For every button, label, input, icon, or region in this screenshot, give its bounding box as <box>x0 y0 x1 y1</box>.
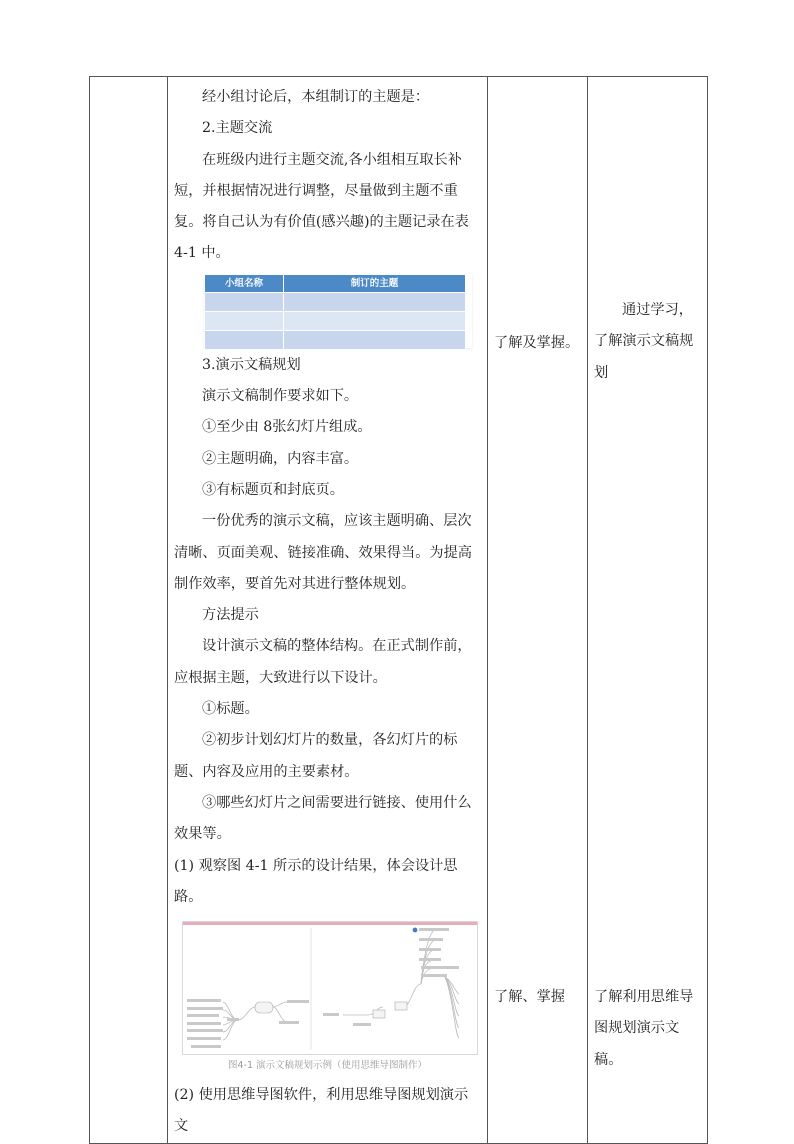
table-row <box>205 292 466 311</box>
heading-topic-exchange: 2.主题交流 <box>202 120 273 137</box>
design-item-2: ②初步计划幻灯片的数量，各幻灯片的标题、内容及应用的主要素材。 <box>174 732 458 780</box>
table-row <box>205 330 466 349</box>
heading-planning: 3.演示文稿规划 <box>202 356 301 373</box>
paragraph-design: 设计演示文稿的整体结构。在正式制作前，应根据主题，大致进行以下设计。 <box>174 638 472 686</box>
activity-content-cell <box>168 77 488 1144</box>
paragraph-discussion: 经小组讨论后，本组制订的主题是： <box>202 89 430 105</box>
requirement-item-3: ③有标题页和封底页。 <box>202 481 344 498</box>
figure-caption: 图4-1 演示文稿规划示例（使用思维导图制作） <box>227 1060 428 1072</box>
step-2: (2) 使用思维导图软件，利用思维导图规划演示文 <box>174 1087 469 1135</box>
intent-bottom: 了解利用思维导图规划演示文稿。 <box>594 989 694 1068</box>
design-item-3: ③哪些幻灯片之间需要进行链接、使用什么效果等。 <box>174 794 472 843</box>
lesson-plan-table <box>89 76 708 1144</box>
intent-top: 通过学习，了解演示文稿规划 <box>594 302 694 381</box>
objective-top: 了解及掌握。 <box>494 335 580 351</box>
paragraph-exchange: 在班级内进行主题交流,各小组相互取长补短，并根据情况进行调整，尽量做到主题不重复。将自己认为有价值(感兴趣)的主题记录在表 4-1 中。 <box>174 151 469 262</box>
mind-map-illustration <box>183 922 477 1054</box>
heading-method-tips: 方法提示 <box>202 607 259 624</box>
mind-map-figure <box>182 921 478 1055</box>
table-row <box>205 311 466 330</box>
empty-column-cell <box>90 77 168 1144</box>
requirement-item-2: ②主题明确，内容丰富。 <box>202 450 359 467</box>
requirement-item-1: ①至少由 8张幻灯片组成。 <box>202 419 372 436</box>
step-1: (1) 观察图 4-1 所示的设计结果，体会设计思路。 <box>174 857 458 905</box>
paragraph-excellent: 一份优秀的演示文稿，应该主题明确、层次清晰、页面美观、链接准确、效果得当。为提高制作效率，要首先对其进行整体规划。 <box>174 513 472 592</box>
design-item-1: ①标题。 <box>202 701 259 718</box>
design-intent-cell <box>588 77 708 1144</box>
header-group-name: 小组名称 <box>205 274 284 292</box>
paragraph-requirements: 演示文稿制作要求如下。 <box>202 388 359 405</box>
header-topic: 制订的主题 <box>284 274 466 292</box>
objective-bottom: 了解、掌握 <box>494 989 565 1005</box>
topic-record-table <box>204 274 472 348</box>
teacher-activity-cell <box>488 77 588 1144</box>
